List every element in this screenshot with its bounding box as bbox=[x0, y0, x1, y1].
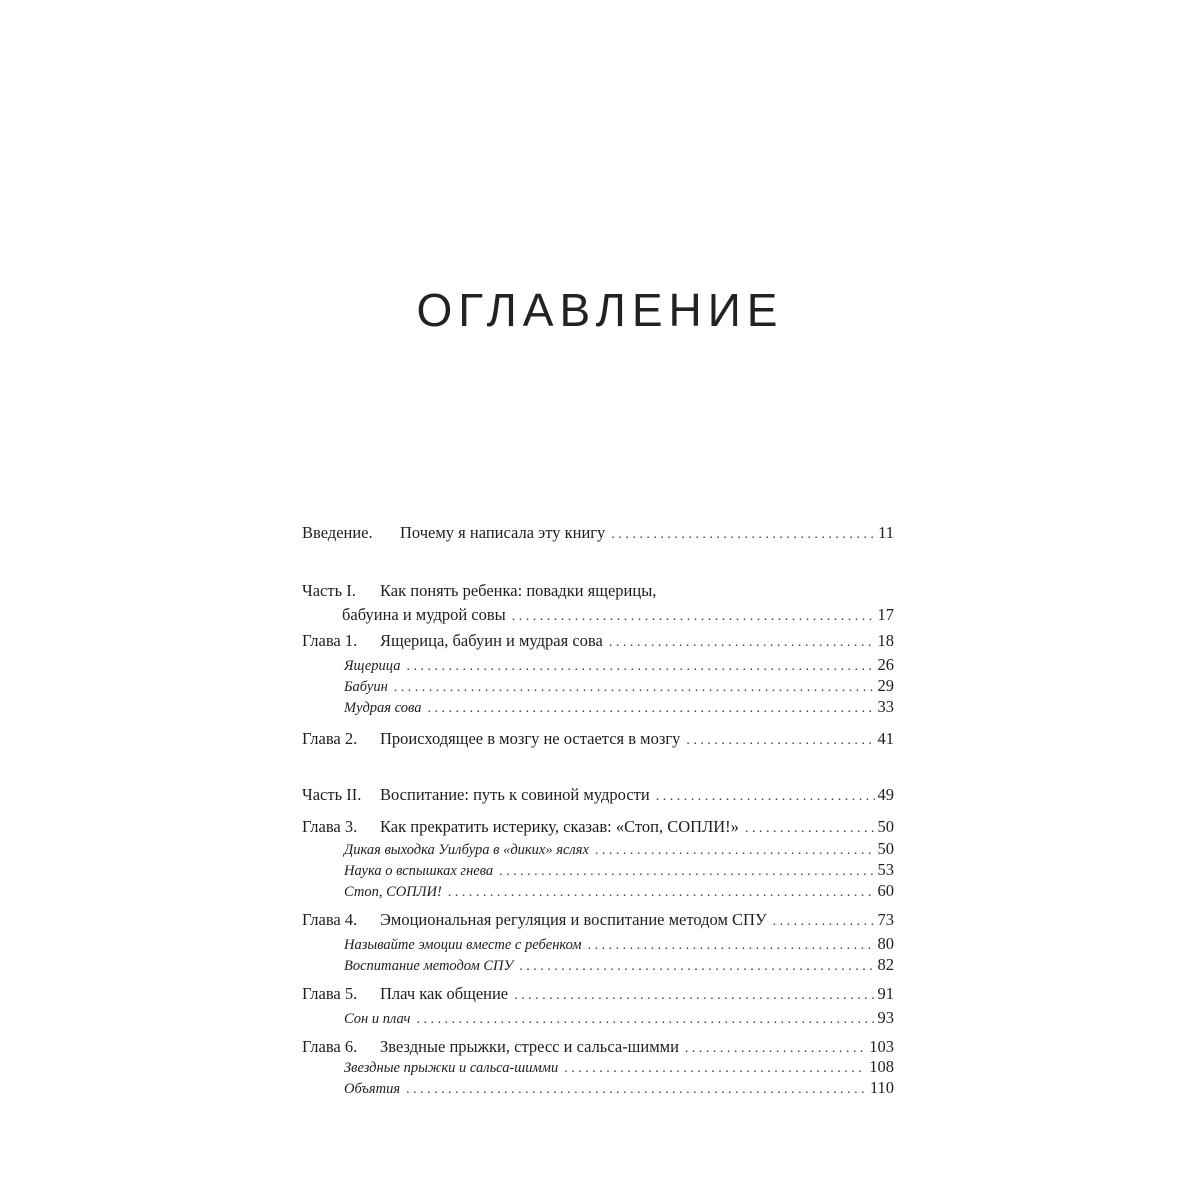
dot-leader bbox=[686, 728, 874, 754]
dot-leader bbox=[499, 861, 874, 882]
table-of-contents bbox=[302, 520, 894, 1098]
dot-leader bbox=[595, 840, 875, 861]
toc-subentry-title: Мудрая сова bbox=[344, 700, 422, 716]
toc-subentry[interactable] bbox=[302, 696, 894, 717]
toc-entry-title: Звездные прыжки, стресс и сальса-шимми bbox=[380, 1037, 679, 1056]
toc-entry-title-line1: Как понять ребенка: повадки ящерицы, bbox=[380, 581, 657, 600]
toc-entry-page: 41 bbox=[877, 729, 894, 748]
toc-subentry-page: 50 bbox=[877, 839, 894, 858]
toc-entry-title: Воспитание: путь к совиной мудрости bbox=[380, 785, 650, 804]
dot-leader bbox=[512, 604, 875, 630]
dot-leader bbox=[514, 983, 874, 1009]
toc-entry-ch1[interactable] bbox=[302, 628, 894, 654]
toc-entry-title: Ящерица, бабуин и мудрая сова bbox=[380, 631, 603, 650]
toc-entry-page: 11 bbox=[878, 523, 894, 542]
dot-leader bbox=[611, 522, 875, 548]
toc-entry-part2[interactable] bbox=[302, 782, 894, 808]
toc-entry-ch4[interactable] bbox=[302, 907, 894, 933]
toc-entry-label: Часть II. bbox=[302, 785, 362, 804]
toc-entry-page: 50 bbox=[877, 817, 894, 836]
toc-entry-label: Глава 4. bbox=[302, 910, 358, 929]
toc-entry-title: Плач как общение bbox=[380, 984, 509, 1003]
dot-leader bbox=[406, 656, 874, 677]
toc-subentry-title: Объятия bbox=[344, 1081, 401, 1097]
toc-entry-label: Часть I. bbox=[302, 581, 356, 600]
toc-subentry[interactable] bbox=[302, 675, 894, 696]
toc-subentry-page: 60 bbox=[877, 881, 894, 900]
toc-subentry[interactable] bbox=[302, 838, 894, 859]
dot-leader bbox=[427, 698, 874, 719]
dot-leader bbox=[519, 956, 874, 977]
toc-subentry-page: 53 bbox=[877, 860, 894, 879]
toc-entry-page: 103 bbox=[869, 1037, 894, 1056]
toc-entry-ch2[interactable] bbox=[302, 726, 894, 752]
dot-leader bbox=[406, 1079, 867, 1100]
toc-entry-page: 73 bbox=[877, 910, 894, 929]
toc-entry-label: Глава 2. bbox=[302, 729, 358, 748]
dot-leader bbox=[656, 784, 875, 810]
toc-entry-label: Глава 5. bbox=[302, 984, 358, 1003]
toc-entry-title: Эмоциональная регуляция и воспитание методом СПУ bbox=[380, 910, 767, 929]
toc-entry-ch6[interactable] bbox=[302, 1034, 894, 1056]
dot-leader bbox=[564, 1058, 866, 1079]
toc-subentry[interactable] bbox=[302, 859, 894, 880]
toc-subentry-page: 26 bbox=[877, 655, 894, 674]
toc-subentry-title: Называйте эмоции вместе с ребенком bbox=[344, 937, 582, 953]
dot-leader bbox=[394, 677, 875, 698]
toc-subentry-page: 82 bbox=[877, 955, 894, 974]
toc-subentry-page: 93 bbox=[877, 1008, 894, 1027]
toc-subentry-title: Звездные прыжки и сальса-шимми bbox=[344, 1060, 559, 1076]
toc-entry-ch5[interactable] bbox=[302, 981, 894, 1007]
toc-subentry[interactable] bbox=[302, 933, 894, 954]
toc-subentry[interactable] bbox=[302, 1007, 894, 1028]
page-title: ОГЛАВЛЕНИЕ bbox=[416, 284, 784, 336]
toc-entry-label: Глава 3. bbox=[302, 817, 358, 836]
dot-leader bbox=[609, 630, 875, 656]
toc-subentry-page: 33 bbox=[877, 697, 894, 716]
toc-subentry-title: Воспитание методом СПУ bbox=[344, 958, 514, 974]
toc-subentry-title: Ящерица bbox=[344, 658, 401, 674]
toc-entry-intro[interactable] bbox=[302, 520, 894, 546]
toc-entry-page: 17 bbox=[877, 605, 894, 624]
toc-entry-title: Почему я написала эту книгу bbox=[400, 523, 606, 542]
dot-leader bbox=[448, 882, 875, 903]
toc-subentry-page: 80 bbox=[877, 934, 894, 953]
toc-subentry[interactable] bbox=[302, 954, 894, 975]
toc-subentry-title: Стоп, СОПЛИ! bbox=[344, 884, 442, 900]
toc-subentry-title: Бабуин bbox=[344, 679, 388, 695]
toc-subentry-title: Дикая выходка Уилбура в «диких» яслях bbox=[344, 842, 589, 858]
toc-subentry-page: 29 bbox=[877, 676, 894, 695]
toc-entry-part1[interactable] bbox=[302, 578, 894, 602]
toc-subentry[interactable] bbox=[302, 1077, 894, 1098]
dot-leader bbox=[416, 1009, 874, 1030]
toc-subentry-title: Сон и плач bbox=[344, 1011, 411, 1027]
toc-entry-ch3[interactable] bbox=[302, 814, 894, 838]
dot-leader bbox=[588, 935, 875, 956]
toc-entry-page: 18 bbox=[877, 631, 894, 650]
toc-subentry-page: 108 bbox=[869, 1057, 894, 1076]
toc-entry-label: Введение. bbox=[302, 523, 373, 542]
toc-subentry[interactable] bbox=[302, 880, 894, 901]
toc-entry-label: Глава 1. bbox=[302, 631, 358, 650]
toc-entry-label: Глава 6. bbox=[302, 1037, 358, 1056]
toc-entry-title: Происходящее в мозгу не остается в мозгу bbox=[380, 729, 681, 748]
toc-entry-page: 91 bbox=[877, 984, 894, 1003]
toc-subentry[interactable] bbox=[302, 654, 894, 675]
dot-leader bbox=[773, 909, 875, 935]
toc-subentry[interactable] bbox=[302, 1056, 894, 1077]
toc-entry-page: 49 bbox=[877, 785, 894, 804]
toc-entry-title: Как прекратить истерику, сказав: «Стоп, СОПЛИ!» bbox=[380, 817, 739, 836]
toc-subentry-page: 110 bbox=[869, 1078, 894, 1097]
toc-entry-part1-cont[interactable] bbox=[302, 602, 894, 628]
toc-entry-title-line2: бабуина и мудрой совы bbox=[342, 605, 506, 624]
toc-subentry-title: Наука о вспышках гнева bbox=[344, 863, 494, 879]
